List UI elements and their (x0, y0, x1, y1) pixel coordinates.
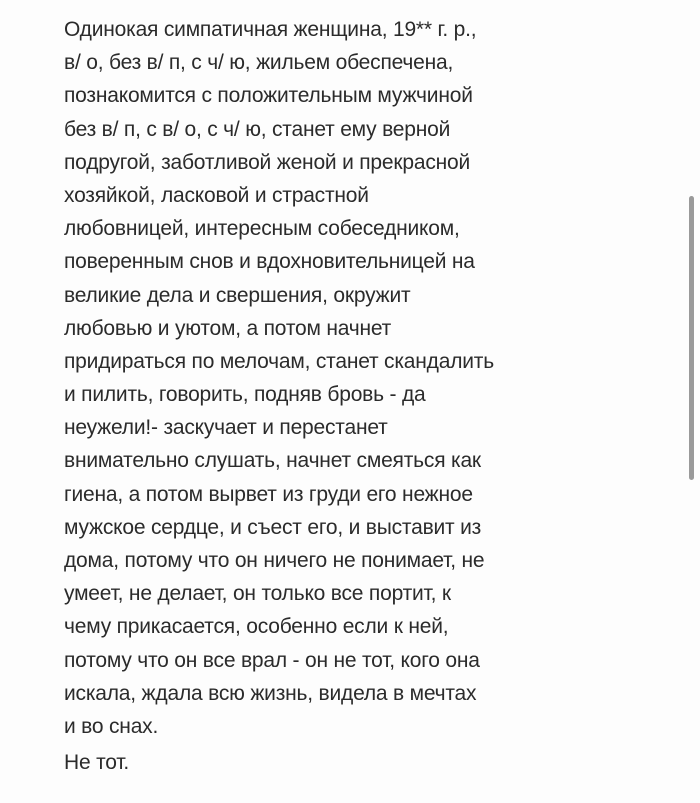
text-line-15: гиена, а потом вырвет из груди его нежное (64, 482, 473, 506)
text-line-11: придираться по мелочам, станет скандалить (64, 349, 494, 373)
text-line-21: искала, ждала всю жизнь, видела в мечтах (64, 681, 477, 705)
text-line-5: подругой, заботливой женой и прекрасной (64, 150, 471, 174)
text-line-8: поверенным снов и вдохновительницей на (64, 250, 475, 274)
text-line-2: в/ о, без в/ п, с ч/ ю, жильем обеспечена, (64, 51, 454, 75)
text-line-20: потому что он все врал - он не тот, кого она (64, 648, 480, 672)
document-text (64, 13, 674, 779)
scrollbar-thumb[interactable] (689, 196, 694, 480)
text-line-closing: Не тот. (64, 751, 130, 775)
text-line-7: любовницей, интересным собеседником, (64, 217, 460, 241)
text-line-19: чему прикасается, особенно если к ней, (64, 615, 449, 639)
text-line-13: неужели!- заскучает и перестанет (64, 416, 388, 440)
text-line-16: мужское сердце, и съест его, и выставит из (64, 515, 482, 539)
text-line-1: Одинокая симпатичная женщина, 19** г. р., (64, 18, 477, 41)
text-line-4: без в/ п, с в/ о, с ч/ ю, станет ему верной (64, 117, 451, 141)
text-line-22: и во снах. (64, 714, 159, 738)
text-line-9: великие дела и свершения, окружит (64, 283, 411, 307)
text-line-14: внимательно слушать, начнет смеяться как (64, 449, 481, 473)
text-line-18: умеет, не делает, он только все портит, к (64, 582, 451, 606)
text-line-6: хозяйкой, ласковой и страстной (64, 183, 369, 207)
text-line-3: познакомится с положительным мужчиной (64, 84, 473, 108)
text-line-10: любовью и уютом, а потом начнет (64, 316, 392, 340)
text-line-17: дома, потому что он ничего не понимает, не (64, 549, 485, 572)
text-line-12: и пилить, говорить, подняв бровь - да (64, 383, 426, 407)
